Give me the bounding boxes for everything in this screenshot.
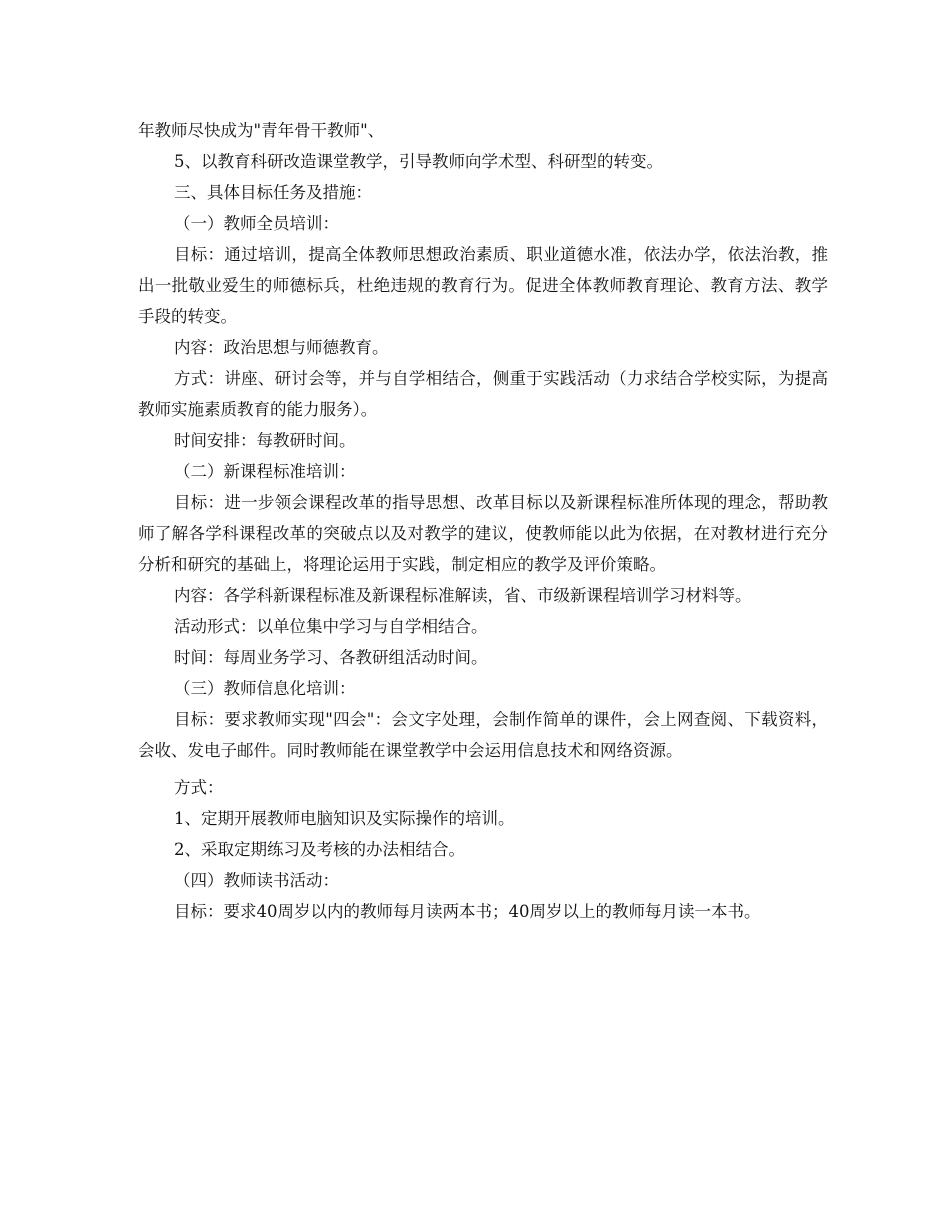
document-body <box>138 115 828 927</box>
paragraph-time-2: 时间：每周业务学习、各教研组活动时间。 <box>174 648 488 667</box>
subsection-heading-2: （二）新课程标准培训： <box>174 462 356 481</box>
paragraph-item-5: 5、以教育科研改造课堂教学，引导教师向学术型、科研型的转变。 <box>174 152 663 171</box>
subsection-heading-1: （一）教师全员培训： <box>174 214 339 233</box>
section-heading-3: 三、具体目标任务及措施： <box>174 183 372 202</box>
paragraph-content-1: 内容：政治思想与师德教育。 <box>174 338 389 357</box>
paragraph-goal-2: 目标：进一步领会课程改革的指导思想、改革目标以及新课程标准所体现的理念，帮助教师了解各学科课程改革的突破点以及对教学的建议，使教师能以此为依据，在对教材进行充分分析和研究的基础上，将理论运用于实践，制定相应的教学及评价策略。 <box>138 493 828 574</box>
paragraph-goal-4: 目标：要求40周岁以内的教师每月读两本书；40周岁以上的教师每月读一本书。 <box>174 902 761 921</box>
paragraph-continuation: 年教师尽快成为"青年骨干教师"、 <box>138 121 385 140</box>
paragraph-goal-3: 目标：要求教师实现"四会"：会文字处理，会制作简单的课件，会上网查阅、下载资料，会收、发电子邮件。同时教师能在课堂教学中会运用信息技术和网络资源。 <box>138 710 828 760</box>
paragraph-method-3: 方式： <box>174 778 224 797</box>
list-item-1: 1、定期开展教师电脑知识及实际操作的培训。 <box>174 809 515 828</box>
paragraph-format-2: 活动形式：以单位集中学习与自学相结合。 <box>174 617 488 636</box>
paragraph-goal-1: 目标：通过培训，提高全体教师思想政治素质、职业道德水准，依法办学，依法治教，推出一批敬业爱生的师德标兵，杜绝违规的教育行为。促进全体教师教育理论、教育方法、教学手段的转变。 <box>138 245 828 326</box>
list-item-2: 2、采取定期练习及考核的办法相结合。 <box>174 840 465 859</box>
subsection-heading-4: （四）教师读书活动： <box>174 871 339 890</box>
paragraph-method-1: 方式：讲座、研讨会等，并与自学相结合，侧重于实践活动（力求结合学校实际，为提高教师实施素质教育的能力服务）。 <box>138 369 828 419</box>
subsection-heading-3: （三）教师信息化培训： <box>174 679 356 698</box>
paragraph-time-1: 时间安排：每教研时间。 <box>174 431 356 450</box>
paragraph-content-2: 内容：各学科新课程标准及新课程标准解读，省、市级新课程培训学习材料等。 <box>174 586 752 605</box>
